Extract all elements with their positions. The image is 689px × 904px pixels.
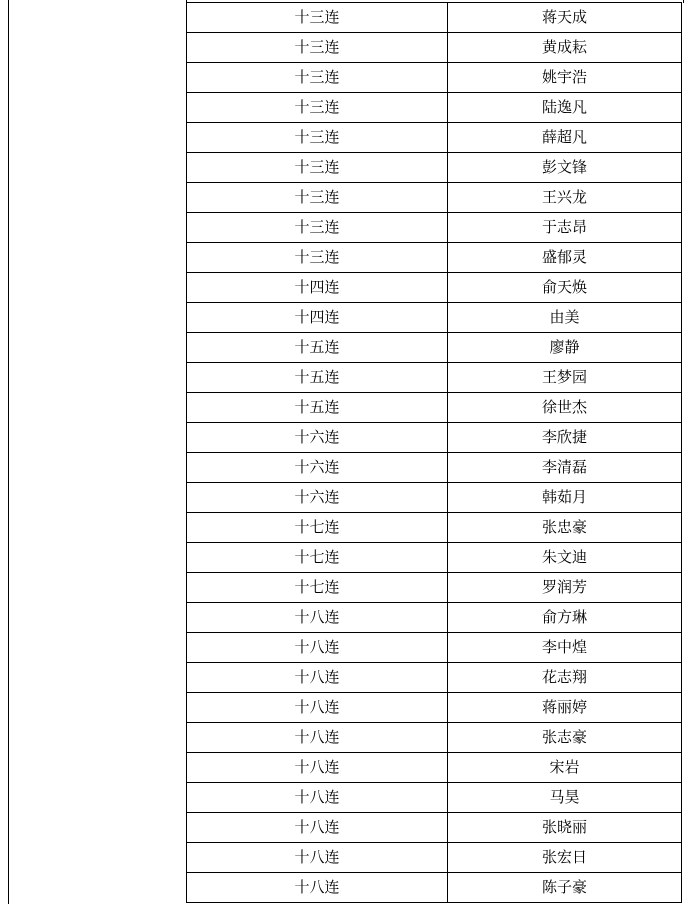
table-row xyxy=(187,693,682,723)
unit-cell: 十七连 xyxy=(187,543,448,573)
table-row xyxy=(187,843,682,873)
unit-cell: 十八连 xyxy=(187,753,448,783)
table-row xyxy=(187,633,682,663)
name-cell: 王兴龙 xyxy=(448,183,682,213)
table-row xyxy=(187,453,682,483)
table-row xyxy=(187,513,682,543)
unit-cell: 十七连 xyxy=(187,573,448,603)
name-cell: 马昊 xyxy=(448,783,682,813)
unit-cell: 十七连 xyxy=(187,513,448,543)
name-cell: 张忠豪 xyxy=(448,513,682,543)
unit-cell: 十八连 xyxy=(187,633,448,663)
name-cell: 李欣捷 xyxy=(448,423,682,453)
unit-cell: 十四连 xyxy=(187,303,448,333)
name-cell: 李清磊 xyxy=(448,453,682,483)
name-cell: 罗润芳 xyxy=(448,573,682,603)
table-row xyxy=(187,483,682,513)
table-row xyxy=(187,723,682,753)
unit-cell: 十五连 xyxy=(187,363,448,393)
name-cell: 蒋丽婷 xyxy=(448,693,682,723)
unit-cell: 十三连 xyxy=(187,213,448,243)
table-row xyxy=(187,3,682,33)
roster-table xyxy=(186,2,682,903)
name-cell: 徐世杰 xyxy=(448,393,682,423)
name-cell: 李中煌 xyxy=(448,633,682,663)
table-row xyxy=(187,243,682,273)
table-row xyxy=(187,213,682,243)
table-row xyxy=(187,813,682,843)
table-row xyxy=(187,753,682,783)
unit-cell: 十三连 xyxy=(187,123,448,153)
table-row xyxy=(187,543,682,573)
unit-cell: 十六连 xyxy=(187,423,448,453)
name-cell: 薛超凡 xyxy=(448,123,682,153)
unit-cell: 十八连 xyxy=(187,873,448,903)
table-row xyxy=(187,573,682,603)
name-cell: 张志豪 xyxy=(448,723,682,753)
unit-cell: 十三连 xyxy=(187,33,448,63)
name-cell: 张晓丽 xyxy=(448,813,682,843)
unit-cell: 十八连 xyxy=(187,693,448,723)
unit-cell: 十五连 xyxy=(187,393,448,423)
name-cell: 俞天焕 xyxy=(448,273,682,303)
unit-cell: 十八连 xyxy=(187,603,448,633)
table-row xyxy=(187,423,682,453)
unit-cell: 十八连 xyxy=(187,783,448,813)
name-cell: 姚宇浩 xyxy=(448,63,682,93)
unit-cell: 十三连 xyxy=(187,63,448,93)
name-cell: 宋岩 xyxy=(448,753,682,783)
table-row xyxy=(187,153,682,183)
table-row xyxy=(187,363,682,393)
unit-cell: 十六连 xyxy=(187,453,448,483)
name-cell: 由美 xyxy=(448,303,682,333)
name-cell: 陆逸凡 xyxy=(448,93,682,123)
name-cell: 俞方琳 xyxy=(448,603,682,633)
unit-cell: 十三连 xyxy=(187,153,448,183)
name-cell: 王梦园 xyxy=(448,363,682,393)
name-cell: 蒋天成 xyxy=(448,3,682,33)
name-cell: 盛郁灵 xyxy=(448,243,682,273)
table-row xyxy=(187,663,682,693)
table-row xyxy=(187,93,682,123)
table-row xyxy=(187,183,682,213)
table-row xyxy=(187,783,682,813)
unit-cell: 十三连 xyxy=(187,3,448,33)
unit-cell: 十四连 xyxy=(187,273,448,303)
table-row xyxy=(187,393,682,423)
unit-cell: 十五连 xyxy=(187,333,448,363)
table-row xyxy=(187,273,682,303)
name-cell: 花志翔 xyxy=(448,663,682,693)
table-row xyxy=(187,333,682,363)
table-row xyxy=(187,603,682,633)
unit-cell: 十八连 xyxy=(187,723,448,753)
unit-cell: 十三连 xyxy=(187,183,448,213)
name-cell: 陈子豪 xyxy=(448,873,682,903)
name-cell: 韩茹月 xyxy=(448,483,682,513)
unit-cell: 十八连 xyxy=(187,663,448,693)
roster-body xyxy=(187,3,682,903)
unit-cell: 十八连 xyxy=(187,843,448,873)
name-cell: 张宏日 xyxy=(448,843,682,873)
unit-cell: 十三连 xyxy=(187,93,448,123)
unit-cell: 十八连 xyxy=(187,813,448,843)
table-row xyxy=(187,303,682,333)
unit-cell: 十六连 xyxy=(187,483,448,513)
unit-cell: 十三连 xyxy=(187,243,448,273)
table-row xyxy=(187,63,682,93)
table-row xyxy=(187,123,682,153)
name-cell: 彭文锋 xyxy=(448,153,682,183)
name-cell: 朱文迪 xyxy=(448,543,682,573)
table-row xyxy=(187,33,682,63)
table-row xyxy=(187,873,682,903)
name-cell: 廖静 xyxy=(448,333,682,363)
name-cell: 黄成耘 xyxy=(448,33,682,63)
name-cell: 于志昂 xyxy=(448,213,682,243)
